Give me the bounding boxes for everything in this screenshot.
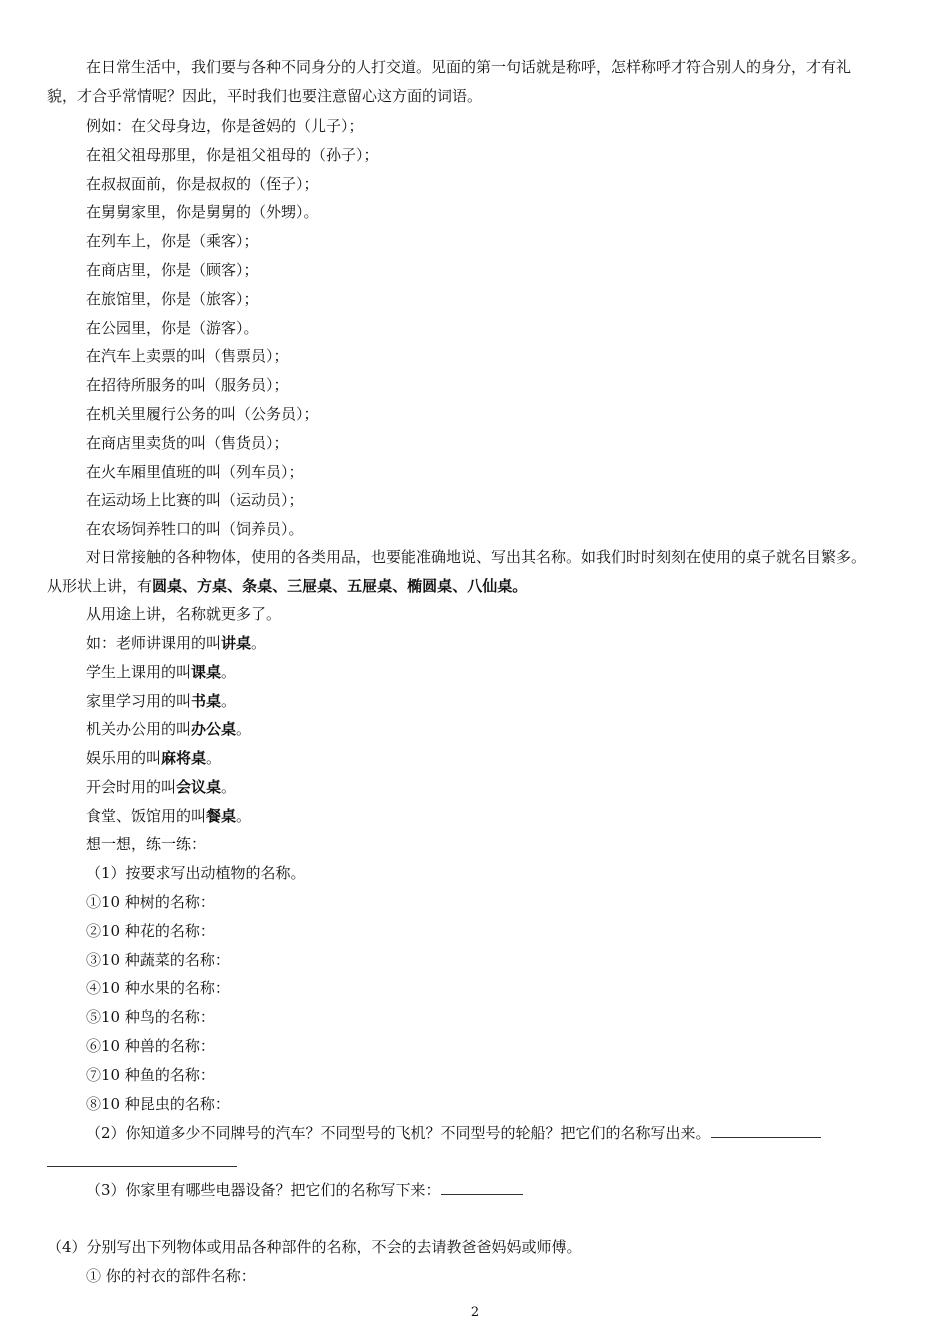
usage-line [86,806,251,826]
usage-table-name: 会议桌 [176,778,222,796]
example-line: 在农场饲养牲口的叫（饲养员）。 [86,520,304,539]
shape-table-name: 方桌 [197,577,228,595]
example-line: 在商店里，你是（顾客）； [86,261,259,279]
usage-table-name: 办公桌 [191,720,237,739]
shape-table-name: 三屉桌 [287,577,333,595]
usage-line [86,662,236,682]
example-line: 在公园里，你是（游客）。 [86,318,259,337]
q4-item-1: ① 你的衬衣的部件名称： [86,1267,256,1285]
shape-table-name: 五屉桌 [347,577,393,595]
separator: 、 [182,577,198,595]
example-line: 在火车厢里值班的叫（列车员）； [86,462,304,481]
example-line: 在运动场上比赛的叫（运动员）； [86,491,304,510]
q2-text: （2）你知道多少不同牌号的汽车？不同型号的飞机？不同型号的轮船？把它们的名称写出来。 [86,1124,711,1142]
usage-line [86,748,221,768]
q1-item: ②10 种花的名称： [86,921,215,940]
q1-item: ⑧10 种昆虫的名称： [86,1094,230,1113]
usage-end: 。 [251,634,267,652]
intro-paragraph: 在日常生活中，我们要与各种不同身分的人打交道。见面的第一句话就是称呼，怎样称呼才符合别人的身分，才有礼貌，才合乎常情呢？因此，平时我们也要注意留心这方面的词语。 [47,58,852,105]
usage-table-name: 餐桌 [206,806,237,825]
q4-title: （4）分别写出下列物体或用品各种部件的名称，不会的去请教爸爸妈妈或师傅。 [47,1238,582,1256]
usage-text: 开会时用的叫 [86,778,177,796]
separator: 、 [332,577,348,595]
usage-text: 学生上课用的叫 [86,662,192,681]
usage-table-name: 课桌 [191,662,222,681]
separator: 。 [512,577,528,595]
separator: 、 [272,577,288,595]
usage-text: 机关办公用的叫 [86,720,192,739]
q2-line [86,1123,821,1143]
example-line: 在叔叔面前，你是叔叔的（侄子）； [86,174,319,193]
usage-text: 食堂、饭馆用的叫 [86,806,207,825]
example-line: 例如：在父母身边，你是爸妈的（儿子）； [86,117,364,135]
example-line: 在汽车上卖票的叫（售票员）； [86,347,289,366]
example-line: 在列车上，你是（乘客）； [86,232,259,251]
objects-text: 对日常接触的各种物体，使用的各类用品，也要能准确地说、写出其名称。如我们时时刻刻在使用的桌子就名目繁多。从形状上讲，有 [47,548,867,595]
example-line: 在旅馆里，你是（旅客）； [86,289,259,308]
q2-answer-blank[interactable] [711,1123,821,1138]
q1-item: ⑦10 种鱼的名称： [86,1065,215,1084]
separator: 、 [452,577,468,595]
usage-table-name: 讲桌 [221,634,252,652]
q3-line [86,1180,523,1200]
q1-item: ①10 种树的名称： [86,893,215,911]
q1-title: （1）按要求写出动植物的名称。 [86,864,306,882]
q1-item: ③10 种蔬菜的名称： [86,950,230,969]
usage-end: 。 [221,662,237,681]
q1-item: ④10 种水果的名称： [86,979,230,998]
q3-answer-blank[interactable] [441,1180,523,1195]
example-line: 在祖父祖母那里，你是祖父祖母的（孙子）； [86,145,379,164]
usage-line [86,633,266,653]
usage-end: 。 [206,749,222,768]
usage-table-name: 书桌 [191,691,222,710]
usage-line [86,691,236,711]
objects-paragraph [47,543,871,601]
shape-table-name: 八仙桌 [467,577,513,595]
page-number: 2 [470,1305,480,1320]
usage-end: 。 [236,720,252,739]
q3-text: （3）你家里有哪些电器设备？把它们的名称写下来： [86,1181,441,1199]
separator: 、 [227,577,243,595]
example-line: 在招待所服务的叫（服务员）； [86,376,289,395]
shape-table-name: 椭圆桌 [407,577,453,595]
usage-table-name: 麻将桌 [161,749,207,768]
usage-text: 家里学习用的叫 [86,691,192,710]
example-line: 在舅舅家里，你是舅舅的（外甥）。 [86,203,319,222]
usage-line [86,777,236,797]
example-line: 在商店里卖货的叫（售货员）； [86,433,289,452]
usage-intro: 从用途上讲，名称就更多了。 [86,605,282,623]
q1-item: ⑤10 种鸟的名称： [86,1008,215,1027]
example-line: 在机关里履行公务的叫（公务员）； [86,405,319,423]
shape-tables [152,577,527,595]
practice-title: 想一想，练一练： [86,835,207,853]
usage-end: 。 [236,806,252,825]
separator: 、 [392,577,408,595]
usage-text: 娱乐用的叫 [86,749,162,768]
shape-table-name: 条桌 [242,577,273,595]
usage-text: 如：老师讲课用的叫 [86,634,222,652]
usage-line [86,719,251,739]
q2-answer-line[interactable] [47,1166,237,1167]
usage-end: 。 [221,778,237,796]
shape-table-name: 圆桌 [152,577,183,595]
q1-item: ⑥10 种兽的名称： [86,1037,215,1055]
usage-end: 。 [221,691,237,710]
